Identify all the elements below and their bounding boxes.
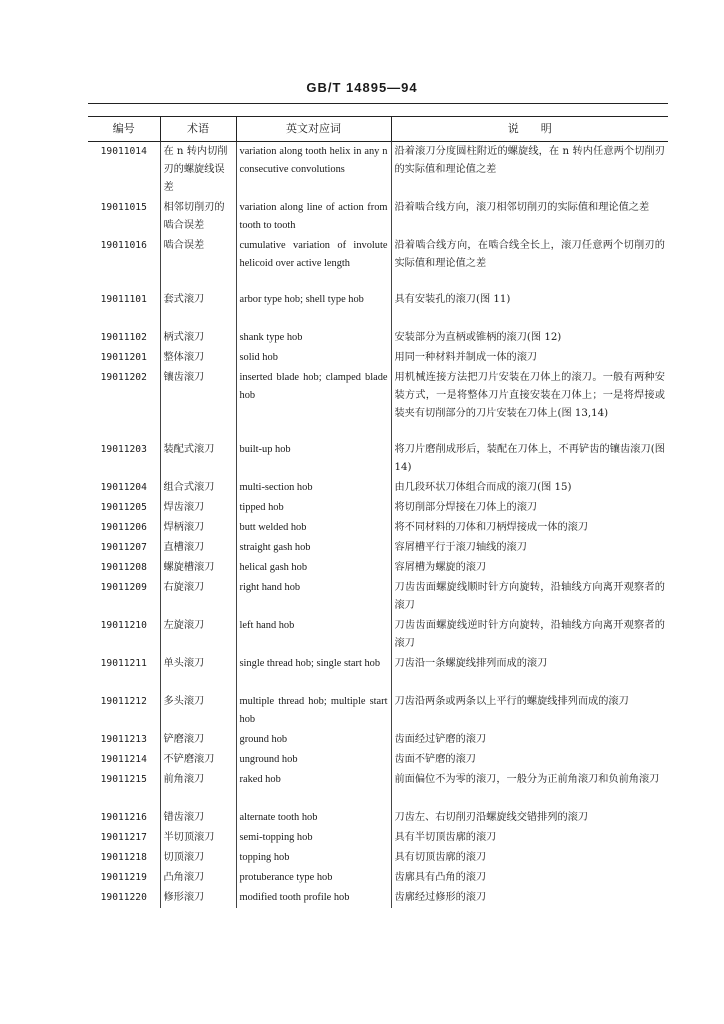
table-row [88,750,668,770]
term-description: 具有安装孔的滚刀(图 11) [391,290,668,328]
table-row [88,538,668,558]
term-code: 19011016 [100,240,147,251]
term-code: 19011206 [100,522,147,533]
term-description: 刀齿左、右切削刃沿螺旋线交错排列的滚刀 [391,808,668,828]
column-header-code: 编号 [88,117,160,142]
term-code: 19011218 [100,852,147,863]
term-description: 将刀片磨削成形后，装配在刀体上，不再铲齿的镶齿滚刀(图 14) [391,440,668,478]
term-english: ground hob [236,730,391,750]
page-header-standard-number: GB/T 14895—94 [306,80,418,95]
term-code: 19011201 [100,352,147,363]
term-code: 19011015 [100,202,147,213]
term-english: arbor type hob; shell type hob [236,290,391,328]
term-description: 用同一种材料并制成一体的滚刀 [391,348,668,368]
header-rule [88,103,668,104]
term-chinese: 凸角滚刀 [160,868,236,888]
term-description: 刀齿齿面螺旋线逆时针方向旋转，沿轴线方向离开观察者的滚刀 [391,616,668,654]
term-chinese: 单头滚刀 [160,654,236,692]
table-row [88,328,668,348]
term-code: 19011208 [100,562,147,573]
table-row [88,848,668,868]
term-code: 19011014 [100,146,147,157]
term-english: unground hob [236,750,391,770]
term-code: 19011217 [100,832,147,843]
table-header-row [88,117,668,142]
term-code: 19011209 [100,582,147,593]
term-chinese: 切顶滚刀 [160,848,236,868]
table-row [88,478,668,498]
term-description: 沿着滚刀分度圆柱附近的螺旋线，在 n 转内任意两个切削刃的实际值和理论值之差 [391,142,668,199]
table-row [88,518,668,538]
term-code: 19011205 [100,502,147,513]
table-row [88,828,668,848]
term-code: 19011212 [100,696,147,707]
term-english: left hand hob [236,616,391,654]
table-row [88,368,668,440]
table-row [88,142,668,199]
column-header-description: 说 明 [391,117,668,142]
term-code: 19011210 [100,620,147,631]
term-description: 具有半切顶齿廓的滚刀 [391,828,668,848]
term-english: cumulative variation of involute helicoid over active length [236,236,391,290]
term-chinese: 装配式滚刀 [160,440,236,478]
term-description: 沿着啮合线方向，在啮合线全长上，滚刀任意两个切削刃的实际值和理论值之差 [391,236,668,290]
term-chinese: 螺旋槽滚刀 [160,558,236,578]
term-description: 由几段环状刀体组合而成的滚刀(图 15) [391,478,668,498]
term-description: 将不同材料的刀体和刀柄焊接成一体的滚刀 [391,518,668,538]
term-english: shank type hob [236,328,391,348]
term-chinese: 错齿滚刀 [160,808,236,828]
term-description: 刀齿齿面螺旋线顺时针方向旋转，沿轴线方向离开观察者的滚刀 [391,578,668,616]
table-row [88,868,668,888]
terms-table [88,116,668,908]
column-header-term: 术语 [160,117,236,142]
term-code: 19011215 [100,774,147,785]
term-description: 沿着啮合线方向，滚刀相邻切削刃的实际值和理论值之差 [391,198,668,236]
term-chinese: 镶齿滚刀 [160,368,236,440]
term-english: single thread hob; single start hob [236,654,391,692]
table-row [88,498,668,518]
term-english: solid hob [236,348,391,368]
term-code: 19011207 [100,542,147,553]
term-code: 19011214 [100,754,147,765]
term-chinese: 套式滚刀 [160,290,236,328]
term-english: raked hob [236,770,391,808]
term-description: 齿廓具有凸角的滚刀 [391,868,668,888]
term-code: 19011101 [100,294,147,305]
term-chinese: 整体滚刀 [160,348,236,368]
term-code: 19011211 [100,658,147,669]
term-code: 19011102 [100,332,147,343]
table-row [88,770,668,808]
term-chinese: 半切顶滚刀 [160,828,236,848]
term-description: 容屑槽为螺旋的滚刀 [391,558,668,578]
term-english: alternate tooth hob [236,808,391,828]
term-description: 容屑槽平行于滚刀轴线的滚刀 [391,538,668,558]
term-english: semi-topping hob [236,828,391,848]
term-chinese: 焊柄滚刀 [160,518,236,538]
term-english: topping hob [236,848,391,868]
table-row [88,888,668,908]
term-chinese: 相邻切削刃的啮合误差 [160,198,236,236]
term-chinese: 修形滚刀 [160,888,236,908]
term-chinese: 柄式滚刀 [160,328,236,348]
term-english: modified tooth profile hob [236,888,391,908]
term-description: 刀齿沿两条或两条以上平行的螺旋线排列而成的滚刀 [391,692,668,730]
term-chinese: 在 n 转内切削刃的螺旋线误差 [160,142,236,199]
term-code: 19011216 [100,812,147,823]
table-row [88,654,668,692]
term-description: 刀齿沿一条螺旋线排列而成的滚刀 [391,654,668,692]
term-english: helical gash hob [236,558,391,578]
term-chinese: 多头滚刀 [160,692,236,730]
table-row [88,236,668,290]
term-description: 具有切顶齿廓的滚刀 [391,848,668,868]
table-row [88,440,668,478]
term-chinese: 左旋滚刀 [160,616,236,654]
term-english: inserted blade hob; clamped blade hob [236,368,391,440]
term-chinese: 焊齿滚刀 [160,498,236,518]
term-description: 用机械连接方法把刀片安装在刀体上的滚刀。一般有两种安装方式，一是将整体刀片直接安装在刀体上；一是将焊接或装夹有切削部分的刀片安装在刀体上(图 13,14) [391,368,668,440]
term-chinese: 铲磨滚刀 [160,730,236,750]
table-row [88,578,668,616]
term-english: multi-section hob [236,478,391,498]
table-row [88,616,668,654]
term-english: right hand hob [236,578,391,616]
term-english: variation along tooth helix in any n consecutive convolutions [236,142,391,199]
term-code: 19011204 [100,482,147,493]
term-chinese: 组合式滚刀 [160,478,236,498]
term-description: 齿廓经过修形的滚刀 [391,888,668,908]
term-code: 19011213 [100,734,147,745]
term-code: 19011220 [100,892,147,903]
term-chinese: 右旋滚刀 [160,578,236,616]
term-description: 前面偏位不为零的滚刀，一般分为正前角滚刀和负前角滚刀 [391,770,668,808]
term-english: butt welded hob [236,518,391,538]
table-row [88,290,668,328]
term-chinese: 直槽滚刀 [160,538,236,558]
term-chinese: 前角滚刀 [160,770,236,808]
table-row [88,808,668,828]
term-english: variation along line of action from tooth to tooth [236,198,391,236]
table-row [88,692,668,730]
term-description: 齿面不铲磨的滚刀 [391,750,668,770]
term-code: 19011203 [100,444,147,455]
term-description: 齿面经过铲磨的滚刀 [391,730,668,750]
term-code: 19011219 [100,872,147,883]
term-description: 安装部分为直柄或锥柄的滚刀(图 12) [391,328,668,348]
term-english: protuberance type hob [236,868,391,888]
term-english: straight gash hob [236,538,391,558]
term-english: tipped hob [236,498,391,518]
term-english: built-up hob [236,440,391,478]
column-header-english: 英文对应词 [236,117,391,142]
term-english: multiple thread hob; multiple start hob [236,692,391,730]
table-row [88,348,668,368]
table-row [88,730,668,750]
term-chinese: 啮合误差 [160,236,236,290]
table-row [88,558,668,578]
table-row [88,198,668,236]
term-chinese: 不铲磨滚刀 [160,750,236,770]
term-code: 19011202 [100,372,147,383]
term-description: 将切削部分焊接在刀体上的滚刀 [391,498,668,518]
